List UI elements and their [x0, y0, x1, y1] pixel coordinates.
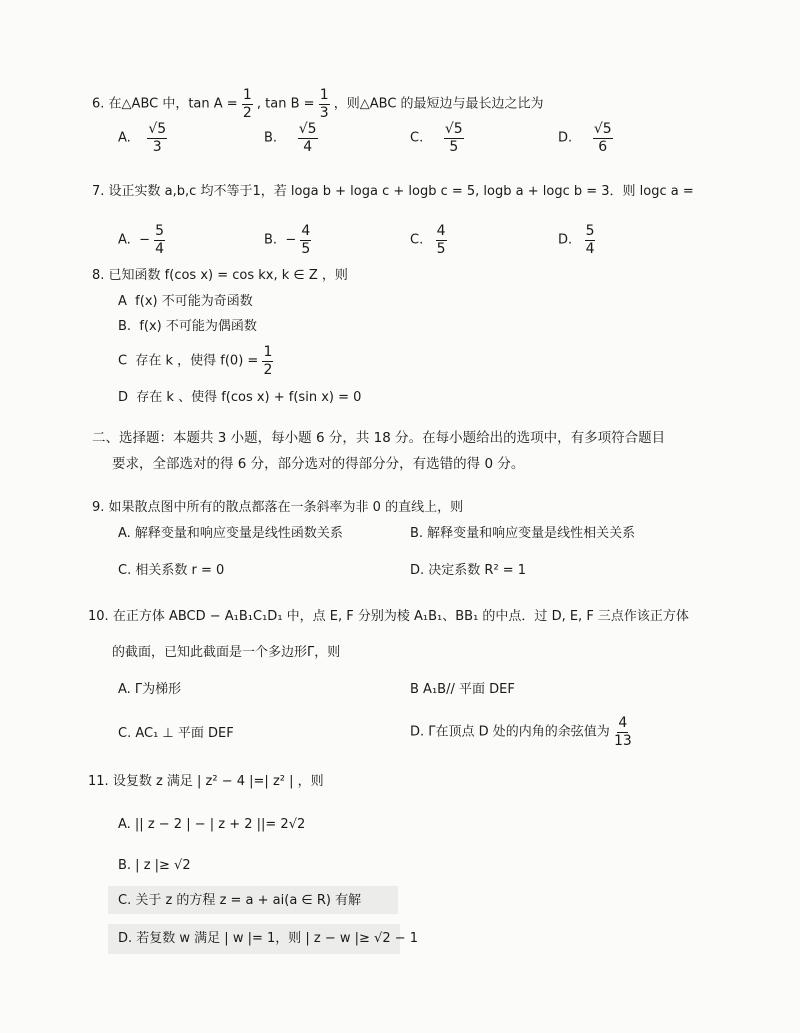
q6-option-c: C. $\frac{√5}{5}$ — [410, 121, 463, 155]
q6-stem-part-a: 在△ABC 中，tan A = — [108, 96, 238, 112]
q9-option-d: D. 决定系数 R² = 1 — [410, 563, 527, 578]
q10-option-d: D. Γ在顶点 D 处的内角的余弦值为 $\frac{4}{13}$ — [410, 715, 632, 749]
q9-stem: 9. 如果散点图中所有的散点都落在一条斜率为非 0 的直线上，则 — [92, 500, 464, 515]
q11-stem: 11. 设复数 z 满足 | z² − 4 |=| z² | ，则 — [88, 774, 324, 789]
q7-number: 7. — [92, 184, 105, 199]
q8-option-d: D 存在 k 、使得 f(cos x) + f(sin x) = 0 — [118, 390, 362, 405]
q6-option-b: B. $\frac{√5}{4}$ — [264, 121, 317, 155]
q10-stem-line1: 10. 在正方体 ABCD − A₁B₁C₁D₁ 中，点 E, F 分别为棱 A₁B₁、BB₁ 的中点．过 D, E, F 三点作该正方体 — [88, 609, 689, 624]
q11-option-d: D. 若复数 w 满足 | w |= 1，则 | z − w |≥ √2 − 1 — [118, 931, 419, 946]
q6-tanB-fraction: $\frac{1}{3}$ — [319, 87, 329, 121]
q8-stem: 8. 已知函数 f(cos x) = cos kx, k ∈ Z ，则 — [92, 268, 348, 283]
q6-option-a: A. $\frac{√5}{3}$ — [118, 121, 167, 155]
section2-line2: 要求，全部选对的得 6 分，部分选对的得部分分，有选错的得 0 分。 — [112, 456, 525, 472]
q9-option-c: C. 相关系数 r = 0 — [118, 563, 225, 578]
q7-option-b: B. − $\frac{4}{5}$ — [264, 223, 311, 257]
q6-stem-part-c: ，则△ABC 的最短边与最长边之比为 — [333, 96, 544, 112]
q8-option-c: C 存在 k ，使得 f(0) = $\frac{1}{2}$ — [118, 344, 273, 378]
q6-tanA-fraction: $\frac{1}{2}$ — [242, 87, 252, 121]
q6-stem-part-b: , tan B = — [256, 96, 315, 112]
q8-option-a: A f(x) 不可能为奇函数 — [118, 294, 253, 309]
q7-stem — [92, 185, 694, 198]
q10-option-a: A. Γ为梯形 — [118, 682, 182, 697]
q7-stem-text: 设正实数 a,b,c 均不等于1，若 loga b + loga c + logb c = 5, logb a + logc b = 3．则 logc a = — [108, 184, 694, 199]
q8-option-b: B. f(x) 不可能为偶函数 — [118, 319, 257, 334]
q10-option-c: C. AC₁ ⊥ 平面 DEF — [118, 726, 234, 741]
q9-option-a: A. 解释变量和响应变量是线性函数关系 — [118, 526, 343, 541]
q6-option-d: D. $\frac{√5}{6}$ — [558, 121, 612, 155]
q11-option-a: A. || z − 2 | − | z + 2 ||= 2√2 — [118, 817, 306, 832]
q7-option-a: A. − $\frac{5}{4}$ — [118, 223, 165, 257]
q6-stem — [92, 88, 544, 120]
q10-option-b: B A₁B// 平面 DEF — [410, 682, 515, 697]
q10-stem-line2: 的截面，已知此截面是一个多边形Γ，则 — [112, 645, 341, 660]
q11-option-b: B. | z |≥ √2 — [118, 858, 191, 873]
q7-option-c: C. $\frac{4}{5}$ — [410, 223, 446, 257]
q11-option-c: C. 关于 z 的方程 z = a + ai(a ∈ R) 有解 — [118, 893, 362, 908]
q7-option-d: D. $\frac{5}{4}$ — [558, 223, 595, 257]
q6-number: 6. — [92, 96, 105, 112]
section2-line1: 二、选择题：本题共 3 小题，每小题 6 分，共 18 分。在每小题给出的选项中，有多项符合题目 — [92, 430, 666, 446]
q9-option-b: B. 解释变量和响应变量是线性相关关系 — [410, 526, 636, 541]
